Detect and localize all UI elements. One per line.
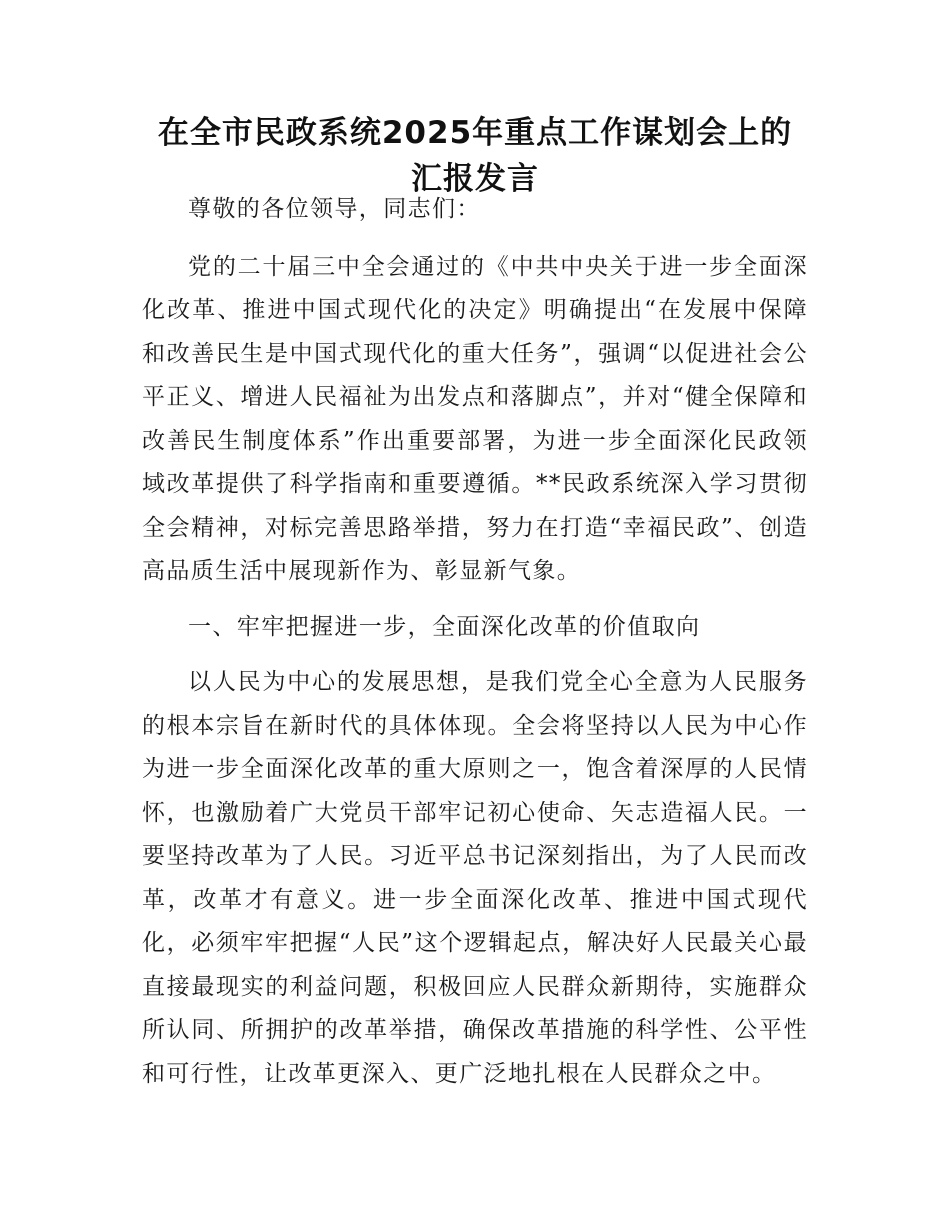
- document-body: [142, 188, 808, 1108]
- document-title: 在全市民政系统2025年重点工作谋划会上的汇报发言: [157, 115, 793, 197]
- salutation: 尊敬的各位领导，同志们：: [188, 196, 481, 222]
- body-paragraph: 党的二十届三中全会通过的《中共中央关于进一步全面深化改革、推进中国式现代化的决定》明确提出“在发展中保障和改善民生是中国式现代化的重大任务”，强调“以促进社会公平正义、增进人民福祉为出发点和落脚点”，并对“健全保障和改善民生制度体系”作出重要部署，为进一步全面深化民政领域改革提供了科学指南和重要遵循。**民政系统深入学习贯彻全会精神，对标完善思路举措，努力在打造“幸福民政”、创造高品质生活中展现新作为、彰显新气象。: [142, 253, 808, 584]
- section-heading: 一、牢牢把握进一步，全面深化改革的价值取向: [188, 613, 701, 640]
- section-paragraph: 以人民为中心的发展思想，是我们党全心全意为人民服务的根本宗旨在新时代的具体体现。全会将坚持以人民为中心作为进一步全面深化改革的重大原则之一，饱含着深厚的人民情怀，也激励着广大党员干部牢记初心使命、矢志造福人民。一要坚持改革为了人民。习近平总书记深刻指出，为了人民而改革，改革才有意义。进一步全面深化改革、推进中国式现代化，必须牢牢把握“人民”这个逻辑起点，解决好人民最关心最直接最现实的利益问题，积极回应人民群众新期待，实施群众所认同、所拥护的改革举措，确保改革措施的科学性、公平性和可行性，让改革更深入、更广泛地扎根在人民群众之中。: [142, 669, 808, 1087]
